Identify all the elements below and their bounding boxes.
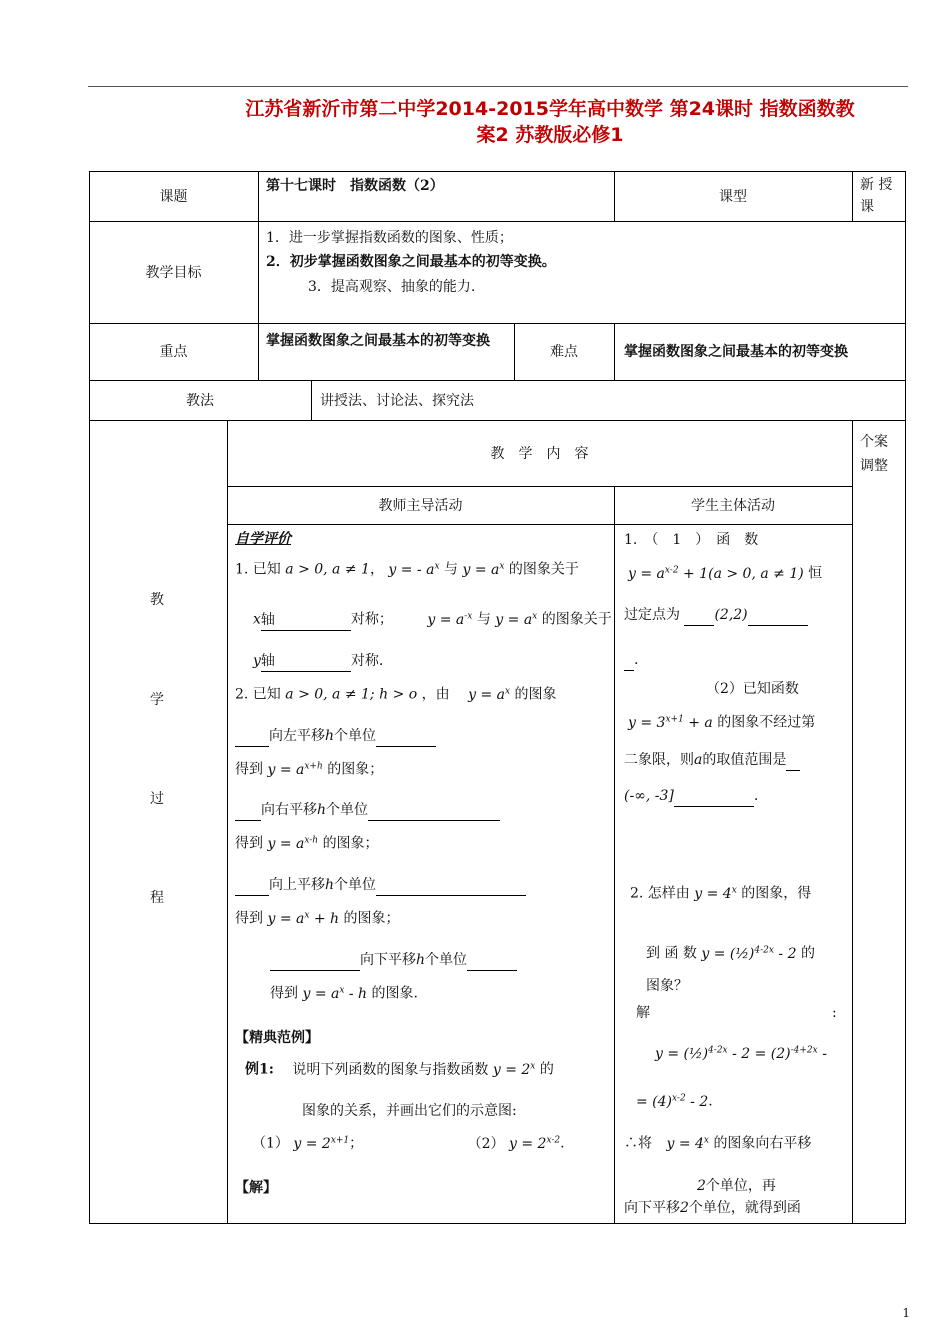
t1-line3: y轴 对称. (253, 651, 383, 672)
q2-line6: 2个单位，再 (697, 1178, 776, 1194)
type-value: 新 授 课 (860, 177, 893, 215)
solution-heading: 【解】 (235, 1180, 277, 1196)
shift-left-result: 得到 $y = a^{x+h}$ 的图象； (235, 761, 384, 778)
q2-line7: 向下平移2个单位，就得到函 (624, 1200, 801, 1216)
page-number: 1 (902, 1306, 910, 1320)
teacher-header: 教师主导活动 (378, 498, 463, 514)
shift-right-line: 向右平移h个单位 (235, 800, 500, 821)
shift-down-line: 向下平移h个单位 (270, 950, 517, 971)
q2-line2: 到 函 数 y = (½)$^{4-2x}$ - 2 的 (646, 945, 815, 962)
shift-up-line: 向上平移h个单位 (235, 875, 526, 896)
shift-down-result: 得到 $y = a^x - h$ 的图象. (270, 985, 418, 1002)
type-label: 课型 (719, 189, 747, 205)
t1-line1: 1. 已知 a > 0, a ≠ 1， y = - $a^x$ 与 $y = a^x$ 的图象关于 (235, 561, 579, 578)
topic-value: 第十七课时 指数函数（2） (266, 178, 444, 194)
method-text: 讲授法、讨论法、探究法 (320, 393, 474, 409)
process-char-1: 教 (150, 592, 164, 608)
q2-eq2: = $(4)^{x-2} - 2$. (636, 1093, 713, 1110)
diff-text: 掌握函数图象之间最基本的初等变换 (624, 344, 848, 360)
t2-line1: 2. 已知 a > 0, a ≠ 1; h > o ，由 $y = a^x$ 的图象 (235, 686, 557, 703)
goal-2: 2．初步掌握函数图象之间最基本的初等变换。 (266, 254, 556, 270)
q2-line1: 2. 怎样由 $y = 4^x$ 的图象，得 (630, 885, 812, 902)
self-eval-heading: 自学评价 (235, 531, 291, 547)
key-text: 掌握函数图象之间最基本的初等变换 (266, 333, 490, 349)
student-header: 学生主体活动 (691, 498, 775, 514)
ex1-line2: 图象的关系，并画出它们的示意图: (302, 1103, 517, 1119)
process-char-3: 过 (150, 791, 164, 807)
diff-label: 难点 (550, 344, 578, 360)
method-label: 教法 (186, 393, 214, 409)
shift-right-result: 得到 $y = a^{x-h}$ 的图象； (235, 835, 379, 852)
q2-line5: ∴将 $y = 4^x$ 的图象向右平移 (624, 1135, 812, 1152)
examples-heading: 【精典范例】 (235, 1030, 319, 1046)
content-header: 教 学 内 容 (490, 446, 589, 462)
s2-line2: $y = 3^{x+1} + a$ 的图象不经过第 (628, 714, 816, 731)
q2-eq1: y = (½)$^{4-2x}$ - $2 = (2)^{-4+2x}$ - (655, 1045, 827, 1062)
s1-line4: . (624, 650, 638, 671)
s2-line3: 二象限，则a的取值范围是 (624, 750, 800, 771)
title-line-1: 江苏省新沂市第二中学2014-2015学年高中数学 第24课时 指数函数教 (245, 98, 855, 120)
shift-left-line: 向左平移h个单位 (235, 726, 436, 747)
ex1-line1: 例1: 说明下列函数的图象与指数函数 $y = 2^x$ 的 (245, 1061, 554, 1078)
goal-3: 3．提高观察、抽象的能力. (308, 279, 476, 295)
process-char-2: 学 (150, 692, 164, 708)
title-line-2: 案2 苏教版必修1 (476, 124, 624, 146)
ex1-parts: （1） $y = 2^{x+1}$； （2） $y = 2^{x-2}$. (252, 1135, 565, 1152)
s2-line1: （2）已知函数 (706, 681, 799, 697)
shift-up-result: 得到 $y = a^x + h$ 的图象； (235, 910, 400, 927)
adjust-header: 个案调整 (860, 434, 888, 474)
s1-line1: 1. （ 1 ） 函 数 (624, 532, 759, 548)
header-rule (88, 86, 908, 87)
s2-line4: (-∞, -3] . (624, 786, 758, 807)
goals-label: 教学目标 (145, 265, 202, 281)
s1-line2: $y = a^{x-2} + 1(a > 0$, a ≠ 1) 恒 (628, 565, 823, 582)
topic-label: 课题 (159, 189, 188, 205)
goal-1: 1．进一步掌握指数函数的图象、性质； (266, 230, 513, 246)
q2-line3: 图象？ (646, 978, 688, 994)
t1-line2: x轴 对称； $y = a^{-x}$ 与 $y = a^x$ 的图象关于 (253, 606, 612, 631)
key-label: 重点 (159, 344, 188, 360)
process-char-4: 程 (150, 890, 164, 906)
q2-line4: 解 : (636, 1005, 837, 1021)
document-title (180, 96, 920, 148)
s1-line3: 过定点为 (2,2) (624, 605, 808, 626)
